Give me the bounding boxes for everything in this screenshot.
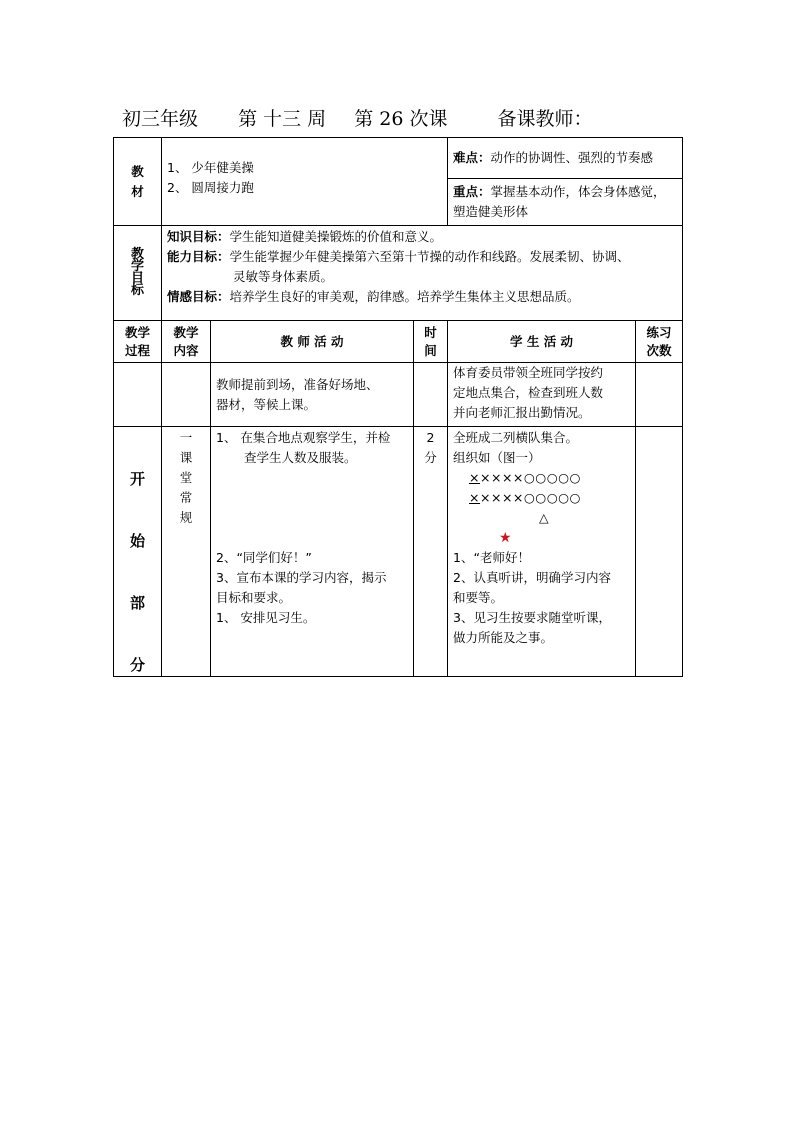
col-practice: 练习 次数 xyxy=(636,321,683,363)
col-content: 教学 内容 xyxy=(162,321,211,363)
pre-time-cell xyxy=(414,363,448,427)
materials-row xyxy=(114,138,683,179)
goals-label: 教 学 目 标 xyxy=(114,226,162,321)
grade-label: 初三年级 xyxy=(122,108,199,130)
ability-goal-cont: 灵敏等身体素质。 xyxy=(233,269,334,284)
difficulty-cell xyxy=(448,138,683,179)
pre-content-cell xyxy=(162,363,211,427)
materials-label: 教 材 xyxy=(114,138,162,226)
lesson-header xyxy=(122,104,593,131)
key-label: 重点： xyxy=(453,184,491,199)
start-process-cell: 开 始 部 分 xyxy=(114,427,162,677)
teacher-triangle-icon: △ xyxy=(539,510,549,525)
ability-goal: 能力目标：学生能掌握少年健美操第六至第十节操的动作和线路。发展柔韧、协调、 xyxy=(167,249,630,264)
key-points-cell xyxy=(448,179,683,226)
column-header-row xyxy=(114,321,683,363)
pre-practice-cell xyxy=(636,363,683,427)
goals-content xyxy=(162,226,683,321)
start-student-cell: 全班成二列横队集合。 组织如（图一） ×××××○○○○○ ×××××○○○○○ △ ★ 1、“老师好！ 2、认真听讲，明确学习内容 和要等。 3、见习生按要求随堂听课， 做力所能及之事。 xyxy=(448,427,636,677)
key-text: 掌握基本动作，体会身体感觉，塑造健美形体 xyxy=(453,184,666,219)
emotion-goal: 情感目标：培养学生良好的审美观，韵律感。培养学生集体主义思想品质。 xyxy=(167,289,580,304)
start-section-row xyxy=(114,427,683,677)
goals-row xyxy=(114,226,683,321)
materials-list xyxy=(162,138,448,226)
start-teacher-cell: 1、 在集合地点观察学生，并检 查学生人数及服装。 2、“同学们好！” 3、宣布本课的学习内容，揭示 目标和要求。 1、 安排见习生。 xyxy=(211,427,414,677)
lesson-number-label: 第 26 次课 xyxy=(354,108,448,130)
start-practice-cell xyxy=(636,427,683,677)
difficulty-text: 动作的协调性、强烈的节奏感 xyxy=(490,150,654,165)
pre-student-cell: 体育委员带领全班同学按约 定地点集合，检查到班人数 并向老师汇报出勤情况。 xyxy=(448,363,636,427)
formation-row-1: ×××××○○○○○ xyxy=(469,470,581,485)
lesson-plan-table xyxy=(113,137,683,677)
col-process: 教学 过程 xyxy=(114,321,162,363)
col-teacher-activity: 教 师 活 动 xyxy=(211,321,414,363)
col-student-activity: 学 生 活 动 xyxy=(448,321,636,363)
knowledge-goal: 知识目标：学生能知道健美操锻炼的价值和意义。 xyxy=(167,229,443,244)
star-icon: ★ xyxy=(499,530,512,546)
material-item: 2、 圆周接力跑 xyxy=(167,180,254,195)
pre-class-row xyxy=(114,363,683,427)
teacher-label: 备课教师： xyxy=(497,108,593,130)
week-label: 第 十三 周 xyxy=(238,108,327,130)
pre-process-cell xyxy=(114,363,162,427)
pre-teacher-cell: 教师提前到场，准备好场地、 器材，等候上课。 xyxy=(211,363,414,427)
start-content-cell: 一 课 堂 常 规 xyxy=(162,427,211,677)
col-time: 时 间 xyxy=(414,321,448,363)
formation-row-2: ×××××○○○○○ xyxy=(469,490,581,505)
difficulty-label: 难点： xyxy=(453,150,491,165)
material-item: 1、 少年健美操 xyxy=(167,160,254,175)
start-time-cell: 2 分 xyxy=(414,427,448,677)
